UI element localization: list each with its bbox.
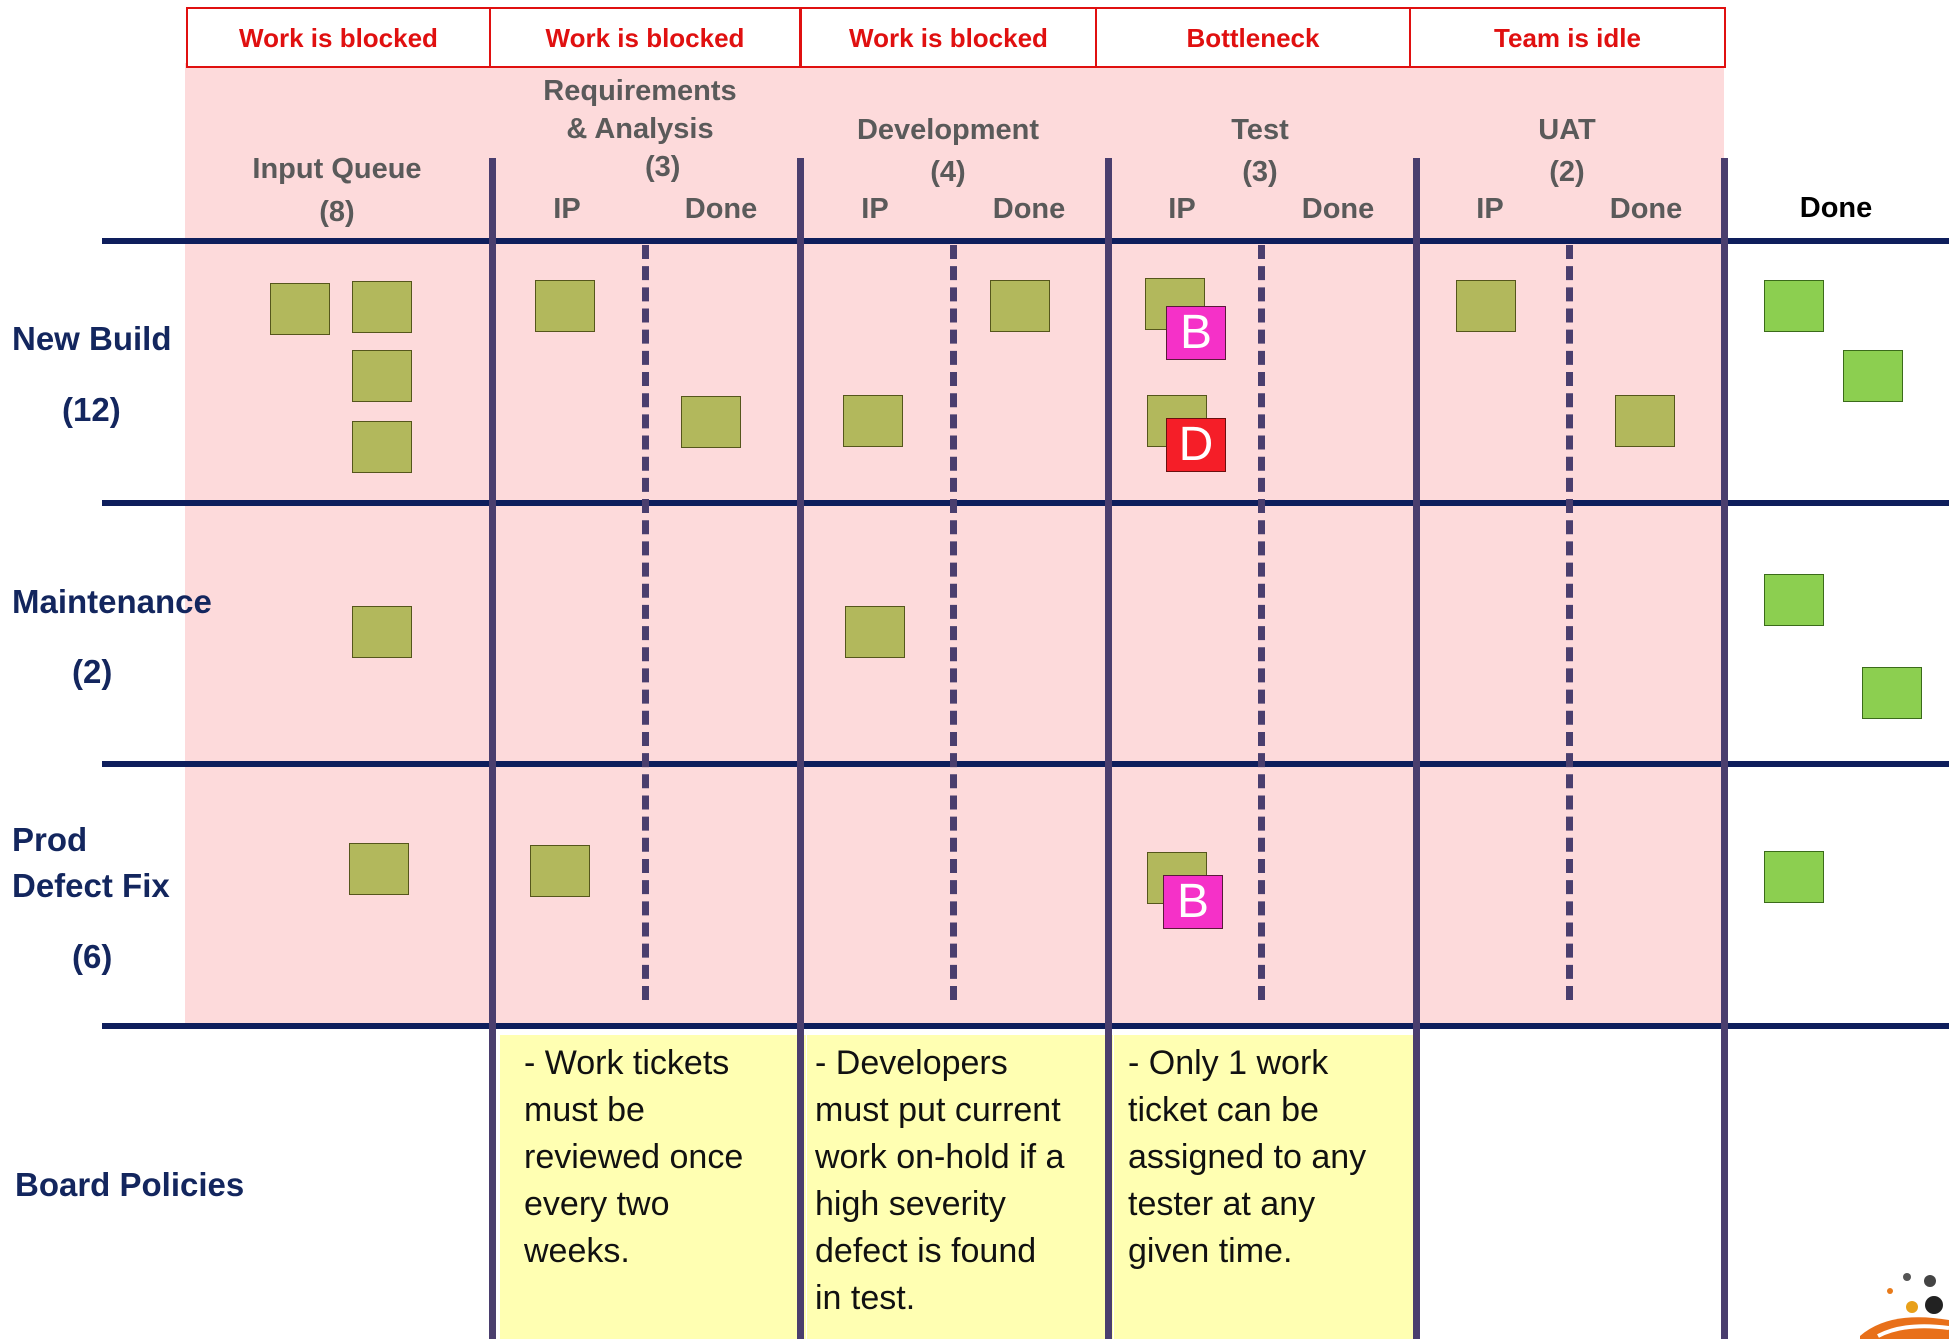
row-divider [102,500,1949,506]
column-divider [489,158,496,1339]
policy-line: tester at any [1128,1185,1316,1223]
policy-line: must be [524,1091,645,1129]
work-card[interactable] [270,283,330,335]
subcolumn-development-done: Done [992,193,1066,225]
subcolumn-test-done: Done [1301,193,1375,225]
done-card[interactable] [1764,851,1824,903]
subcolumn-uat-done: Done [1609,193,1683,225]
subcolumn-divider [1258,245,1265,1000]
subcolumn-development-ip: IP [861,193,889,225]
work-card[interactable] [352,281,412,333]
policy-line: ticket can be [1128,1091,1319,1129]
work-card[interactable] [352,350,412,402]
policy-line: in test. [815,1279,916,1317]
column-header-requirements: Requirements & Analysis (3) [490,72,790,186]
work-card[interactable] [1615,395,1675,447]
row-label-line2: Defect Fix [12,867,170,904]
column-name: Development [856,114,1040,146]
policy-text-test [1128,1040,1366,1275]
blocked-badge[interactable]: B [1163,875,1223,929]
policy-line: defect is found [815,1232,1037,1270]
policy-line: - Developers [815,1044,1008,1082]
row-count-prod-defect-fix: (6) [72,938,113,975]
policy-text-development [815,1040,1064,1322]
work-card[interactable] [843,395,903,447]
work-card[interactable] [681,396,741,448]
policy-text-requirements [524,1040,743,1275]
subcolumn-test-ip: IP [1168,193,1196,225]
work-card[interactable] [535,280,595,332]
row-divider [102,238,1949,244]
policy-line: every two [524,1185,670,1223]
column-header-test [1110,111,1410,191]
logo-graphic [1850,1270,1949,1339]
column-name: Requirements [543,75,737,107]
done-card[interactable] [1764,574,1824,626]
defect-badge[interactable]: D [1166,418,1226,472]
row-count-maintenance: (2) [72,653,113,690]
subcolumn-divider [950,245,957,1000]
column-name-line2: & Analysis [566,113,714,145]
alert-input-queue: Work is blocked [186,7,491,68]
policy-line: - Only 1 work [1128,1044,1329,1082]
subcolumn-requirements-ip: IP [553,193,581,225]
work-card[interactable] [352,606,412,658]
policy-line: reviewed once [524,1138,744,1176]
column-divider [797,158,804,1339]
logo-icon [1850,1270,1949,1339]
work-card[interactable] [349,843,409,895]
row-divider [102,761,1949,767]
policy-line: - Work tickets [524,1044,730,1082]
policy-line: assigned to any [1128,1138,1367,1176]
column-header-done: Done [1799,192,1873,224]
blocked-badge[interactable]: B [1166,306,1226,360]
wip-limit: (3) [1242,156,1278,188]
subcolumn-divider [642,245,649,1000]
subcolumn-uat-ip: IP [1476,193,1504,225]
column-name: UAT [1538,114,1596,146]
row-label-line1: Prod [12,821,88,858]
alert-requirements: Work is blocked [489,7,801,68]
alert-development: Work is blocked [800,7,1097,68]
subcolumn-requirements-done: Done [684,193,758,225]
policy-line: must put current [815,1091,1061,1129]
row-label-new-build: New Build [12,320,172,357]
wip-limit: (4) [930,156,966,188]
column-header-input-queue [187,150,487,231]
subcolumn-divider [1566,245,1573,1000]
policy-line: work on-hold if a [815,1138,1065,1176]
column-name: Test [1231,114,1289,146]
policy-line: weeks. [524,1232,630,1270]
row-count-new-build: (12) [62,391,121,428]
row-label-board-policies: Board Policies [15,1166,245,1203]
policy-line: high severity [815,1185,1006,1223]
column-header-uat [1417,111,1717,191]
done-card[interactable] [1764,280,1824,332]
work-card[interactable] [990,280,1050,332]
row-divider [102,1023,1949,1029]
alert-uat: Team is idle [1409,7,1726,68]
column-divider [1721,158,1728,1339]
wip-limit: (2) [1549,156,1585,188]
done-card[interactable] [1862,667,1922,719]
work-card[interactable] [845,606,905,658]
policy-line: given time. [1128,1232,1293,1270]
done-card[interactable] [1843,350,1903,402]
column-divider [1105,158,1112,1339]
wip-limit: (8) [319,196,355,228]
row-label-maintenance: Maintenance [12,583,212,620]
column-name: Input Queue [252,153,422,185]
column-header-development [798,111,1098,191]
column-divider [1413,158,1420,1339]
work-card[interactable] [530,845,590,897]
work-card[interactable] [1456,280,1516,332]
alert-test: Bottleneck [1095,7,1411,68]
row-label-prod-defect-fix [12,817,170,909]
work-card[interactable] [352,421,412,473]
